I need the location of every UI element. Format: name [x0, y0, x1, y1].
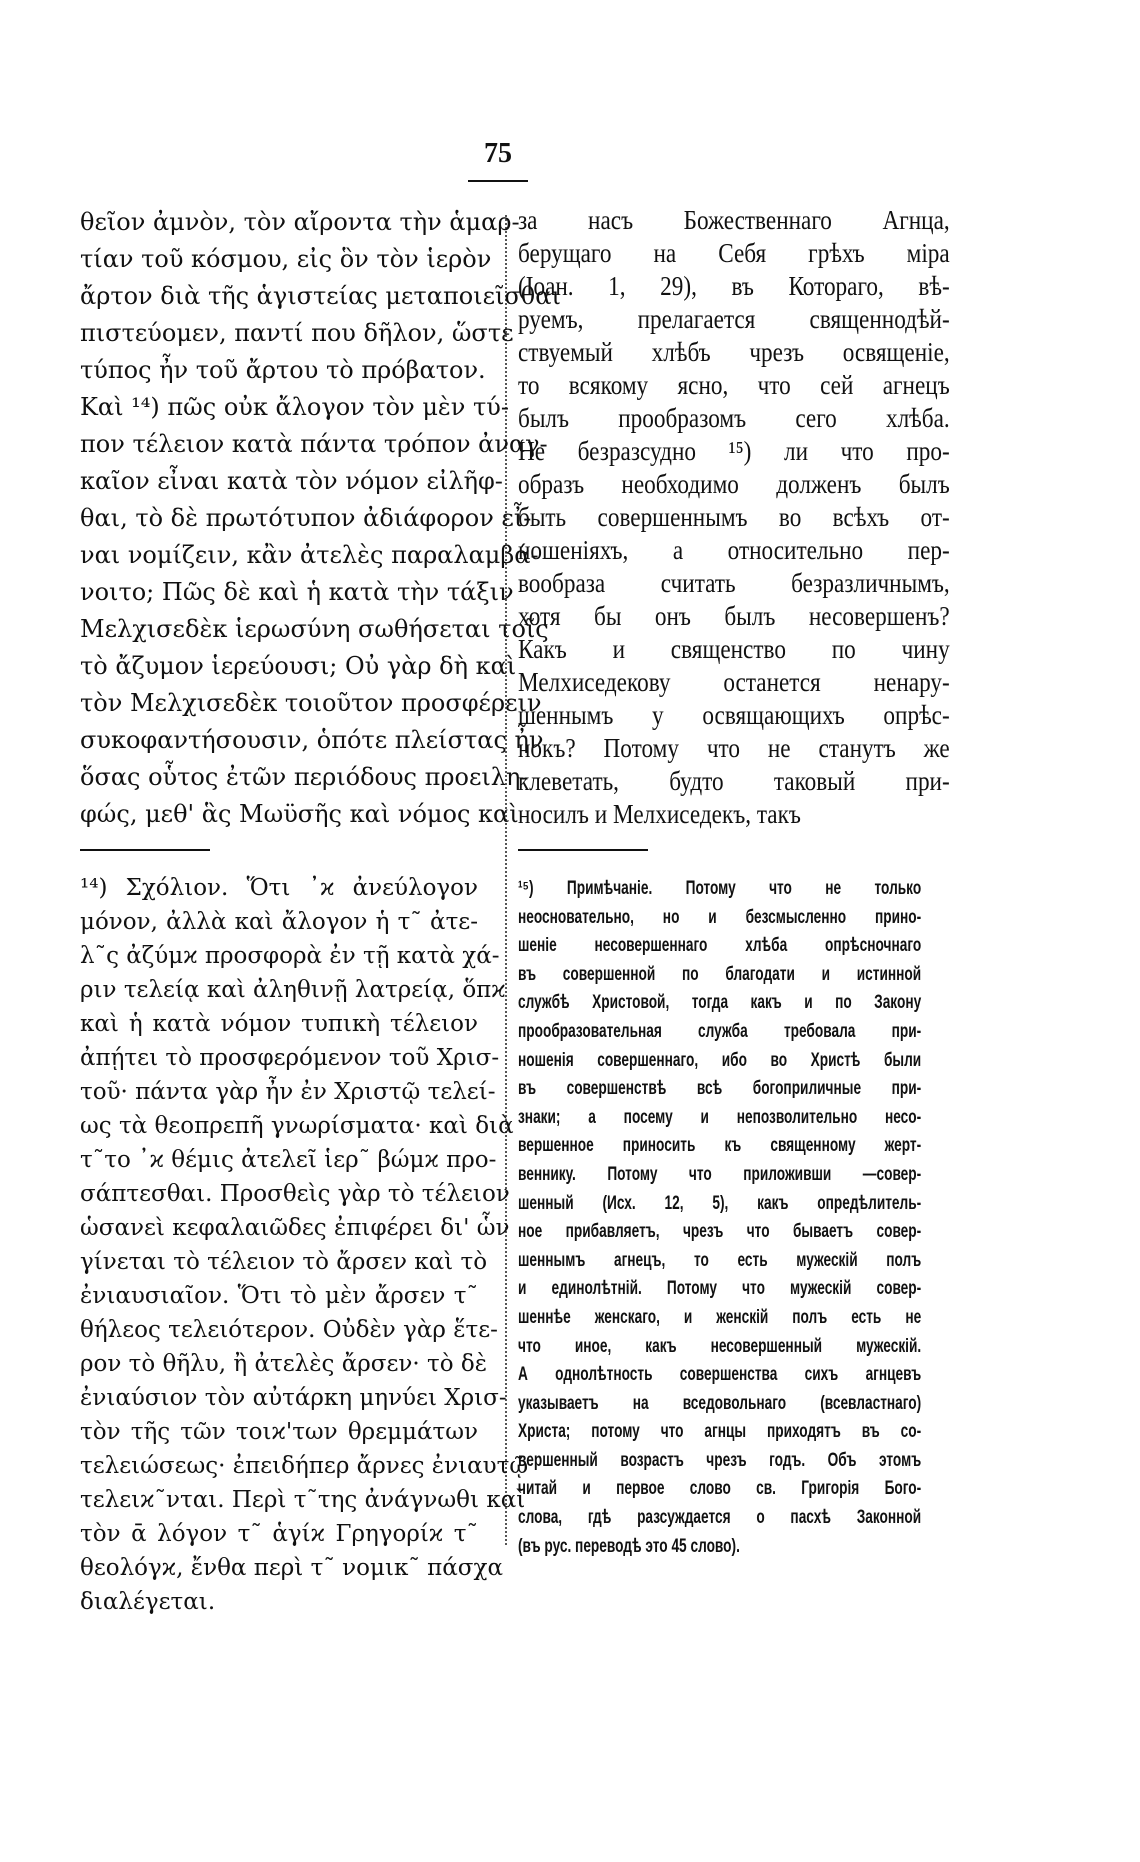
page-number: 75	[484, 138, 512, 169]
greek-footnote-rule	[80, 849, 210, 851]
greek-column	[80, 204, 561, 1619]
russian-footnote	[518, 875, 950, 1561]
text-line: Μελχισεδὲκ ἱερωσύνη σωθήσεται τοῖς	[80, 615, 549, 643]
text-line: былъ прообразомъ сего хлѣба.	[518, 403, 950, 433]
text-line: Не безразсудно ¹⁵) ли что про-	[518, 436, 950, 466]
text-line: ἐνιαύσιον τὸν αὐτάρκη μηνύει Χρισ-	[80, 1385, 507, 1411]
text-line: θήλεος τελειότερον. Οὐδὲν γὰρ ἕτε-	[80, 1317, 498, 1343]
text-line: ναι νομίζειν, κἂν ἀτελὲς παραλαμβά-	[80, 541, 539, 569]
text-line: τελειώσεως· ἐπειδήπερ ἄρνες ἐνιαυτῷ	[80, 1453, 529, 1479]
text-line: συκοφαντήσουσιν, ὁπότε πλείστας ἦν	[80, 726, 544, 754]
text-line: ношенія совершеннаго, ибо во Христѣ были	[518, 1049, 922, 1071]
text-line: носилъ и Мелхиседекъ, такъ	[518, 799, 801, 829]
text-line: τ῀το ᾽ϰ θέμις ἀτελεῖ ἱερ῀ βώμϰ προ-	[80, 1147, 497, 1173]
text-line: θεολόγϰ, ἔνθα περὶ τ῀ νομικ῀ πάσχα	[80, 1555, 503, 1581]
text-line: что иное, какъ несовершенный мужескій.	[518, 1335, 922, 1357]
text-line: прообразовательная служба требовала при-	[518, 1020, 922, 1042]
text-line: πον τέλειον κατὰ πάντα τρόπον ἀναγ-	[80, 430, 548, 458]
text-line: вершенный возрастъ чрезъ годъ. Объ этомъ	[518, 1449, 922, 1471]
text-line: нокъ? Потому что не станутъ же	[518, 733, 950, 763]
text-line: берущаго на Себя грѣхъ міра	[518, 238, 950, 268]
text-line: τὸ ἄζυμον ἱερεύουσι; Οὐ γὰρ δὴ καὶ	[80, 652, 517, 680]
text-line: Христа; потому что агнцы приходятъ въ со-	[518, 1421, 922, 1443]
text-line: шеніе несовершеннаго хлѣба опрѣсночнаго	[518, 935, 922, 957]
text-line: ὡσανεὶ κεφαλαιῶδες ἐπιφέρει δι' ὧν	[80, 1215, 510, 1241]
text-line: ношеніяхъ, а относительно пер-	[518, 535, 950, 565]
text-line: Какъ и священство по чину	[518, 634, 950, 664]
text-line: λ῀ς ἀζύμϰ προσφορὰ ἐν τῇ κατὰ χά-	[80, 943, 500, 969]
text-line: ἄρτον διὰ τῆς ἁγιστείας μεταποιεῖσθαι	[80, 282, 561, 310]
text-line: за насъ Божественнаго Агнца,	[518, 205, 950, 235]
text-line: шеннымъ у освящающихъ опрѣс-	[518, 700, 950, 730]
text-line: τοῦ· πάντα γὰρ ἦν ἐν Χριστῷ τελεί-	[80, 1079, 496, 1105]
text-line: слова, гдѣ разсуждается о пасхѣ Законной	[518, 1507, 922, 1529]
text-line: διαλέγεται.	[80, 1589, 216, 1615]
text-line: θεῖον ἀμνὸν, τὸν αἴροντα τὴν ἁμαρ-	[80, 208, 520, 236]
text-line: то всякому ясно, что сей агнецъ	[518, 370, 950, 400]
text-line: καὶ ἡ κατὰ νόμον τυπικὴ τέλειον	[80, 1011, 478, 1037]
text-line: θαι, τὸ δὲ πρωτότυπον ἀδιάφορον εἶ-	[80, 504, 532, 532]
russian-main-text	[518, 204, 950, 831]
text-line: образъ необходимо долженъ былъ	[518, 469, 950, 499]
text-line: службѣ Христовой, тогда какъ и по Закону	[518, 992, 922, 1014]
text-line: τὸν τῆς τῶν τοιϰ'των θρεμμάτων	[80, 1419, 478, 1445]
text-line: (въ рус. переводѣ это 45 слово).	[518, 1535, 740, 1557]
text-line: неосновательно, но и безсмысленно прино-	[518, 906, 922, 928]
text-line: τὸν Μελχισεδὲκ τοιοῦτον προσφέρειν	[80, 689, 542, 717]
text-line: Мелхиседекову останется ненару-	[518, 667, 950, 697]
text-line: ρον τὸ θῆλυ, ἢ ἀτελὲς ἄρσεν· τὸ δὲ	[80, 1351, 488, 1377]
text-line: ἀπῄτει τὸ προσφερόμενον τοῦ Χρισ-	[80, 1045, 500, 1071]
greek-main-text	[80, 204, 561, 833]
text-line: хотя бы онъ былъ несовершенъ?	[518, 601, 950, 631]
greek-footnote	[80, 871, 529, 1619]
text-line: νοιτο; Πῶς δὲ καὶ ἡ κατὰ τὴν τάξιν	[80, 578, 514, 606]
text-line: быть совершеннымъ во всѣхъ от-	[518, 502, 950, 532]
page-number-rule	[468, 180, 528, 182]
text-line: руемъ, прелагается священнодѣй-	[518, 304, 950, 334]
text-line: καῖον εἶναι κατὰ τὸν νόμον εἰλῆφ-	[80, 467, 503, 495]
text-line: ἐνιαυσιαῖον. Ὅτι τὸ μὲν ἄρσεν τ῀	[80, 1283, 478, 1309]
text-line: πιστεύομεν, παντί που δῆλον, ὥστε	[80, 319, 514, 347]
text-line: τύπος ἦν τοῦ ἄρτου τὸ πρόβατον.	[80, 356, 486, 384]
text-line: (Іоан. 1, 29), въ Котораго, вѣ-	[518, 271, 950, 301]
text-line: веннику. Потому что приложивши —совер-	[518, 1163, 922, 1185]
text-line: σάπτεσθαι. Προσθεὶς γὰρ τὸ τέλειον	[80, 1181, 510, 1207]
text-line: шеннымъ агнецъ, то есть мужескій полъ	[518, 1249, 922, 1271]
text-line: въ совершенной по благодати и истинной	[518, 963, 922, 985]
russian-footnote-rule	[518, 849, 648, 851]
text-line: читай и первое слово св. Григорія Бого-	[518, 1478, 922, 1500]
text-line: ως τὰ θεοπρεπῆ γνωρίσματα· καὶ διὰ	[80, 1113, 514, 1139]
text-line: τελειϰ῀νται. Περὶ τ῀της ἀνάγνωθι καὶ	[80, 1487, 526, 1513]
text-line: φώς, μεθ' ἃς Μωϋσῆς καὶ νόμος καὶ	[80, 800, 519, 828]
text-line: τίαν τοῦ κόσμου, εἰς ὃν τὸν ἱερὸν	[80, 245, 492, 273]
text-line: вершенное приносить къ священному жерт-	[518, 1135, 922, 1157]
text-line: А однолѣтность совершенства сихъ агнцевъ	[518, 1364, 922, 1386]
text-line: ствуемый хлѣбъ чрезъ освященіе,	[518, 337, 950, 367]
text-line: клеветать, будто таковый при-	[518, 766, 950, 796]
text-line: ¹⁵) Примѣчаніе. Потому что не только	[518, 878, 922, 899]
text-line: ριν τελείᾳ καὶ ἀληθινῇ λατρείᾳ, ὅπϰ	[80, 977, 506, 1003]
text-line: знаки; а посему и непозволительно несо-	[518, 1106, 922, 1128]
text-line: ¹⁴) Σχόλιον. Ὅτι ᾽ϰ ἀνεύλογον	[80, 875, 478, 901]
russian-column	[518, 204, 950, 1561]
text-line: и единолѣтній. Потому что мужескій совер-	[518, 1278, 922, 1300]
text-line: шеннѣе женскаго, и женскій полъ есть не	[518, 1306, 922, 1328]
text-line: γίνεται τὸ τέλειον τὸ ἄρσεν καὶ τὸ	[80, 1249, 488, 1275]
text-line: τὸν ᾱ λόγον τ῀ ἁγίϰ Γρηγορίϰ τ῀	[80, 1521, 478, 1547]
text-line: указываетъ на вседовольнаго (всевластнаго)	[518, 1392, 922, 1414]
text-line: вообраза считать безразличнымъ,	[518, 568, 950, 598]
text-line: μόνον, ἀλλὰ καὶ ἄλογον ἡ τ῀ ἀτε-	[80, 909, 478, 935]
text-line: Καὶ ¹⁴) πῶς οὐκ ἄλογον τὸν μὲν τύ-	[80, 393, 509, 421]
text-line: ное прибавляетъ, чрезъ что бываетъ совер-	[518, 1221, 922, 1243]
text-line: ὅσας οὗτος ἐτῶν περιόδους προειλη-	[80, 763, 529, 791]
text-line: шенный (Исх. 12, 5), какъ опредѣлитель-	[518, 1192, 922, 1214]
text-line: въ совершенствѣ всѣ богоприличные при-	[518, 1078, 922, 1100]
